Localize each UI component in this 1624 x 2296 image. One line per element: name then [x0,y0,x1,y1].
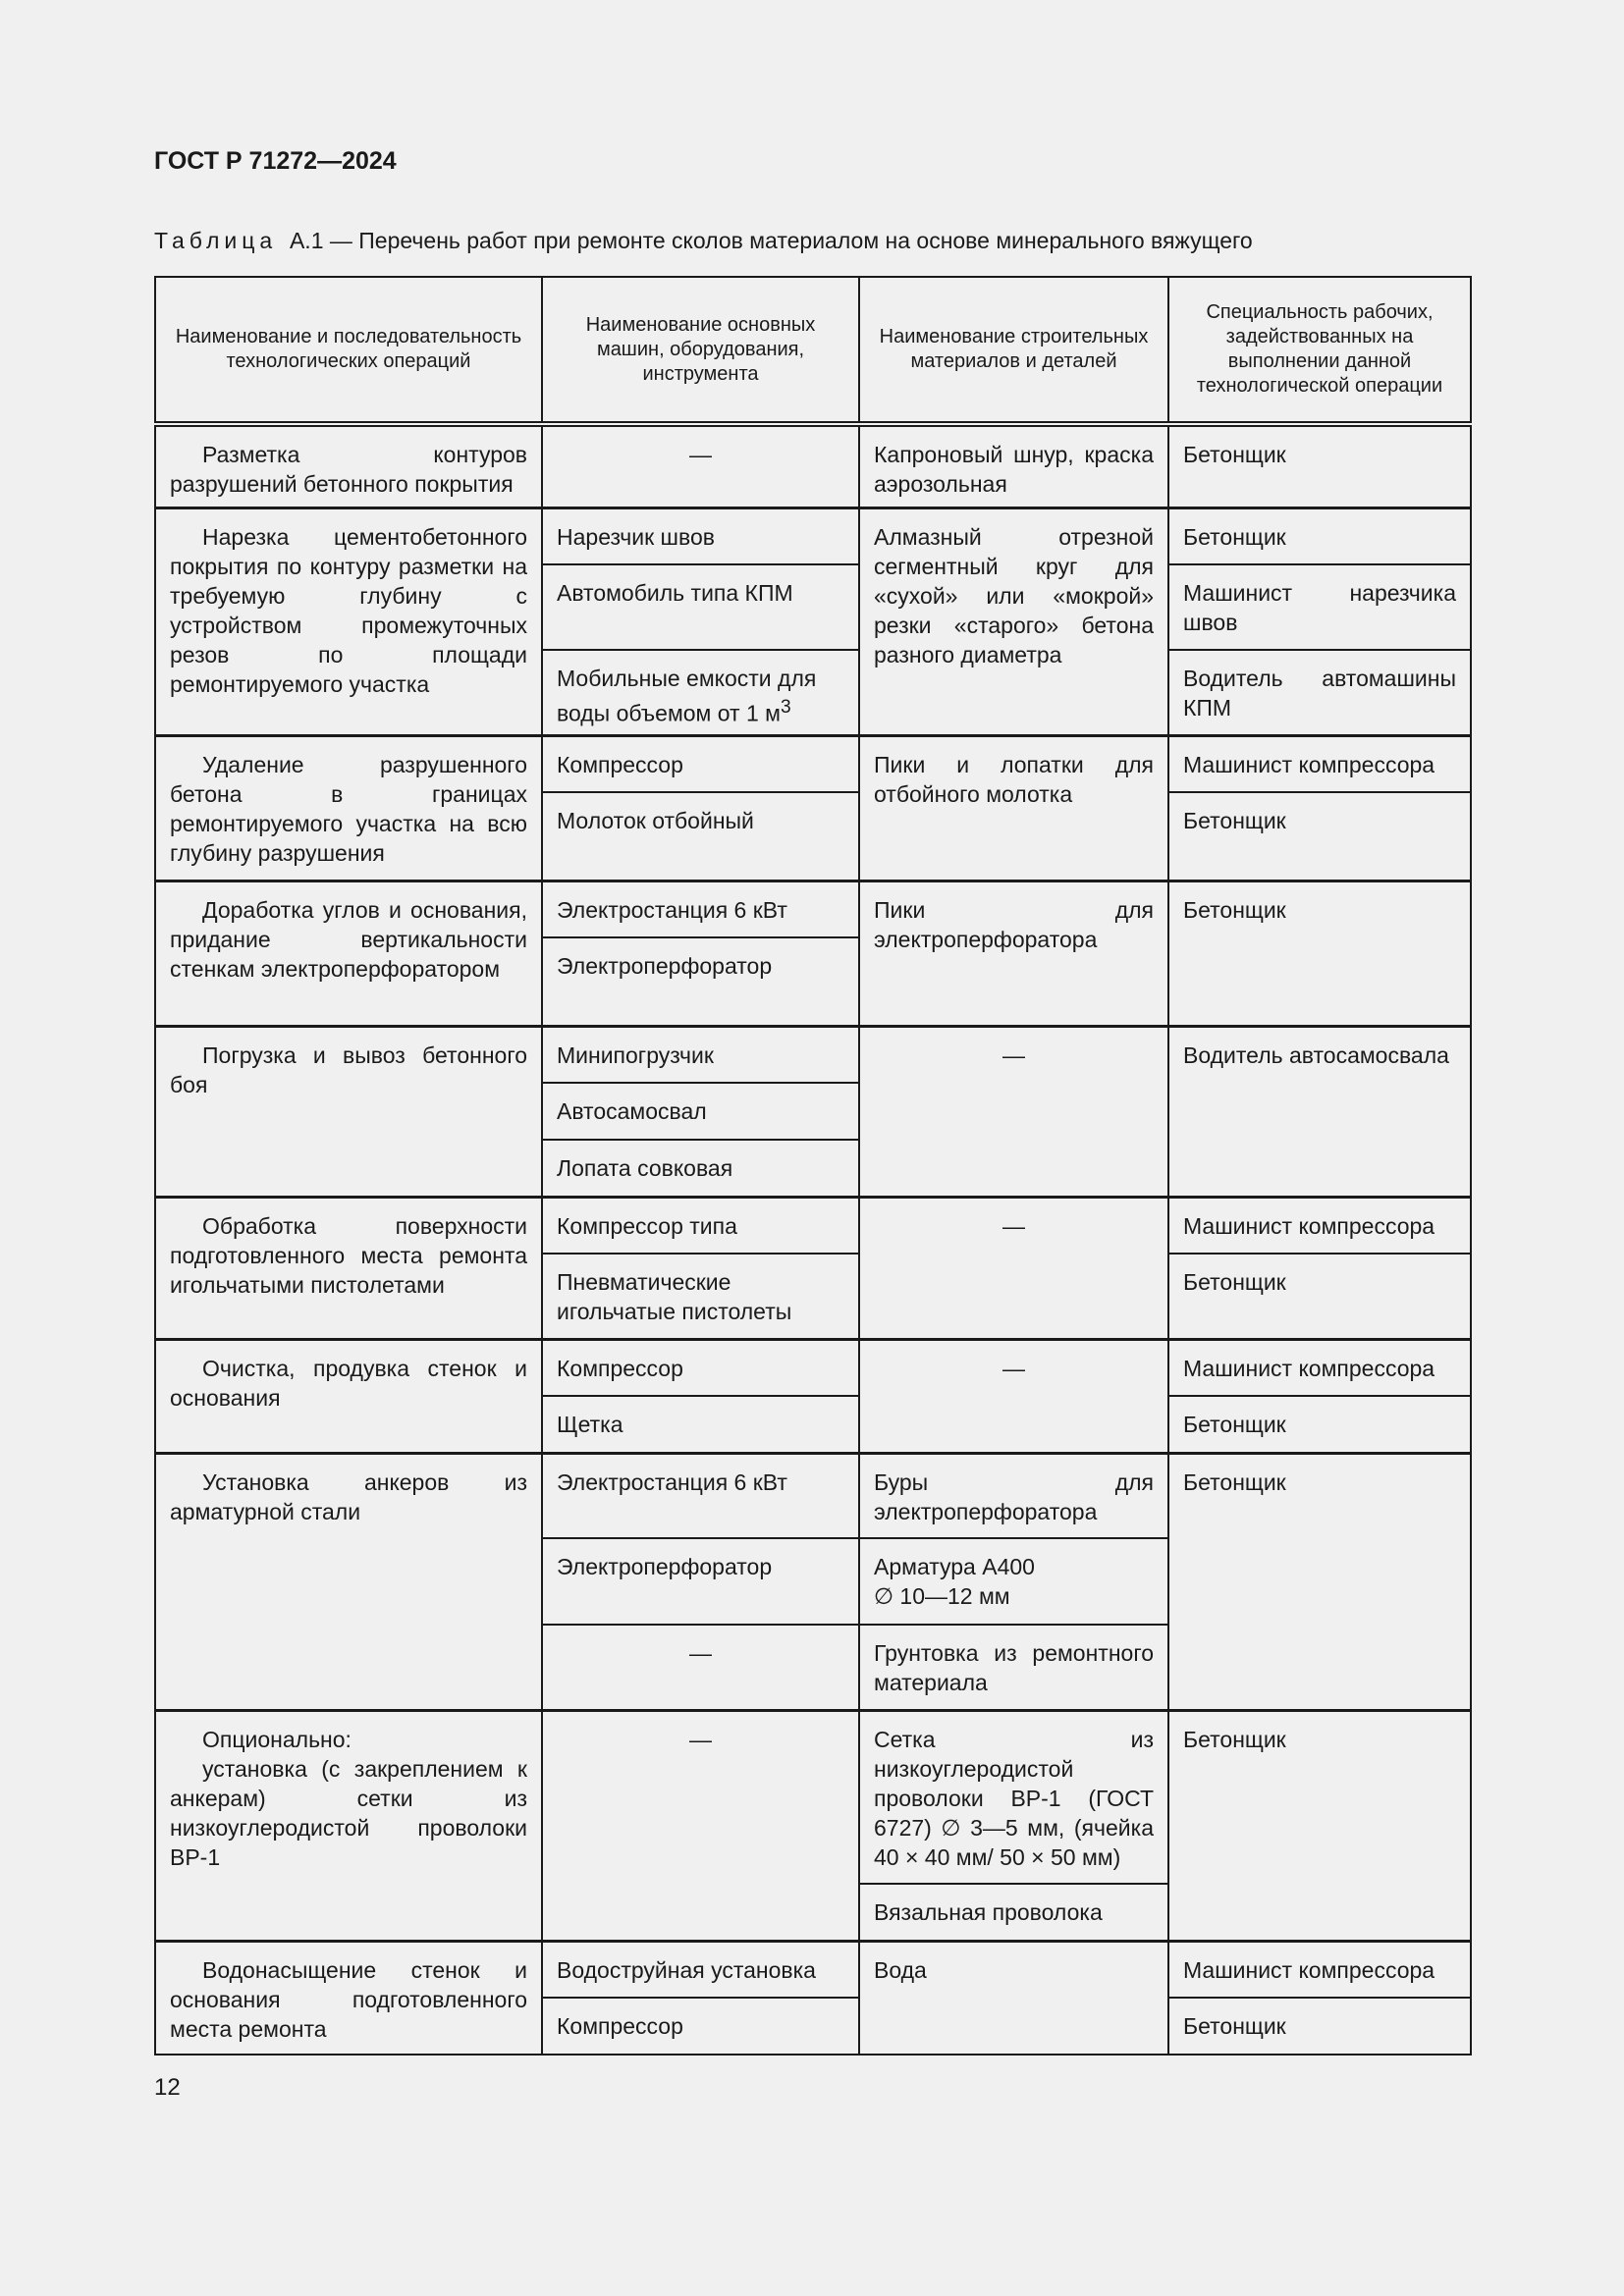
equipment-cell: Лопата совковая [542,1140,859,1197]
workers-cell: Бетонщик [1168,507,1471,564]
workers-cell: Бетонщик [1168,1710,1471,1941]
page-number: 12 [154,2074,181,2101]
rebar-diameter: ∅ 10—12 мм [874,1583,1010,1609]
equipment-cell: Компрессор [542,1998,859,2055]
water-tank-label: Мобильные емкости для воды объемом от 1 м [557,666,817,726]
document-title: ГОСТ Р 71272—2024 [154,147,397,175]
table-row [155,424,1471,507]
equipment-cell: Минипогрузчик [542,1026,859,1083]
equipment-cell: — [542,424,859,507]
equipment-cell: Автомобиль типа КПМ [542,564,859,650]
equipment-cell: Компрессор типа [542,1197,859,1254]
column-header-workers: Специальность рабочих, задействованных на выполнении данной технологической операции [1168,277,1471,424]
table-row [155,1941,1471,1998]
workers-cell: Машинист компрессора [1168,1941,1471,1998]
materials-cell: Грунтовка из ремонтного материала [859,1625,1168,1710]
equipment-cell: Компрессор [542,1339,859,1396]
equipment-cell: Водоструйная установка [542,1941,859,1998]
workers-cell: Бетонщик [1168,424,1471,507]
materials-cell: Капроновый шнур, краска аэрозольная [859,424,1168,507]
table-row [155,735,1471,792]
table-row [155,1453,1471,1538]
workers-cell: Бетонщик [1168,1254,1471,1339]
equipment-cell: Электроперфоратор [542,1538,859,1625]
table-caption-label: Таблица [154,228,278,253]
workers-cell: Машинист компрессора [1168,1339,1471,1396]
equipment-cell: — [542,1710,859,1941]
workers-cell: Бетонщик [1168,1453,1471,1710]
works-table [154,276,1472,2056]
rebar-grade: Арматура А400 [874,1554,1035,1579]
equipment-cell [542,650,859,735]
operation-cell [155,1710,542,1941]
table-header-row [155,277,1471,424]
workers-cell: Бетонщик [1168,881,1471,1026]
table-row [155,1710,1471,1884]
materials-cell: — [859,1026,1168,1197]
materials-cell: Вязальная проволока [859,1884,1168,1941]
equipment-cell: Электростанция 6 кВт [542,1453,859,1538]
materials-cell: Сетка из низкоуглеродистой проволоки ВР-1 (ГОСТ 6727) ∅ 3—5 мм, (ячейка 40 × 40 мм/ 50 × 50 мм) [859,1710,1168,1884]
workers-cell: Бетонщик [1168,1998,1471,2055]
workers-cell: Водитель автомашины КПМ [1168,650,1471,735]
equipment-cell: Щетка [542,1396,859,1453]
table-caption-text: А.1 — Перечень работ при ремонте сколов материалом на основе минерального вяжущего [289,228,1253,253]
materials-cell: Пики для электроперфоратора [859,881,1168,1026]
table-caption [154,228,1253,254]
operation-cell: Разметка контуров разрушений бетонного покрытия [155,424,542,507]
operation-cell: Водонасыщение стенок и основания подготовленного места ремонта [155,1941,542,2055]
equipment-cell: Молоток отбойный [542,792,859,881]
operation-cell: Погрузка и вывоз бетонного боя [155,1026,542,1197]
workers-cell: Машинист компрессора [1168,1197,1471,1254]
equipment-cell: Электроперфоратор [542,937,859,1026]
materials-cell: Алмазный отрезной сегментный круг для «сухой» или «мокрой» резки «старого» бетона разного диаметра [859,507,1168,735]
operation-cell: Очистка, продувка стенок и основания [155,1339,542,1453]
workers-cell: Бетонщик [1168,792,1471,881]
table-row [155,1197,1471,1254]
operation-cell: Установка анкеров из арматурной стали [155,1453,542,1710]
column-header-equipment: Наименование основных машин, оборудования, инструмента [542,277,859,424]
materials-cell: Пики и лопатки для отбойного молотка [859,735,1168,881]
optional-operation: установка (с закреплением к анкерам) сетки из низкоуглеродистой проволоки ВР-1 [170,1755,527,1870]
equipment-cell: Пневматические игольчатые пистолеты [542,1254,859,1339]
table-row [155,1026,1471,1083]
materials-cell: — [859,1197,1168,1339]
equipment-cell: Автосамосвал [542,1083,859,1140]
workers-cell: Машинист компрессора [1168,735,1471,792]
materials-cell: Вода [859,1941,1168,2055]
equipment-cell: — [542,1625,859,1710]
materials-cell: Буры для электроперфоратора [859,1453,1168,1538]
optional-label: Опционально: [202,1726,352,1752]
operation-cell: Удаление разрушенного бетона в границах ремонтируемого участка на всю глубину разрушения [155,735,542,881]
operation-cell: Нарезка цементобетонного покрытия по контуру разметки на требуемую глубину с устройством промежуточных резов по площади ремонтируемого участка [155,507,542,735]
equipment-cell: Электростанция 6 кВт [542,881,859,937]
workers-cell: Машинист нарезчика швов [1168,564,1471,650]
superscript-3: 3 [780,697,791,718]
column-header-materials: Наименование строительных материалов и деталей [859,277,1168,424]
column-header-operations: Наименование и последовательность технологических операций [155,277,542,424]
equipment-cell: Нарезчик швов [542,507,859,564]
materials-cell [859,1538,1168,1625]
table-row [155,507,1471,564]
workers-cell: Водитель автосамосвала [1168,1026,1471,1197]
equipment-cell: Компрессор [542,735,859,792]
operation-cell: Доработка углов и основания, придание вертикальности стенкам электроперфоратором [155,881,542,1026]
materials-cell: — [859,1339,1168,1453]
table-row [155,1339,1471,1396]
workers-cell: Бетонщик [1168,1396,1471,1453]
operation-cell: Обработка поверхности подготовленного места ремонта игольчатыми пистолетами [155,1197,542,1339]
table-row [155,881,1471,937]
